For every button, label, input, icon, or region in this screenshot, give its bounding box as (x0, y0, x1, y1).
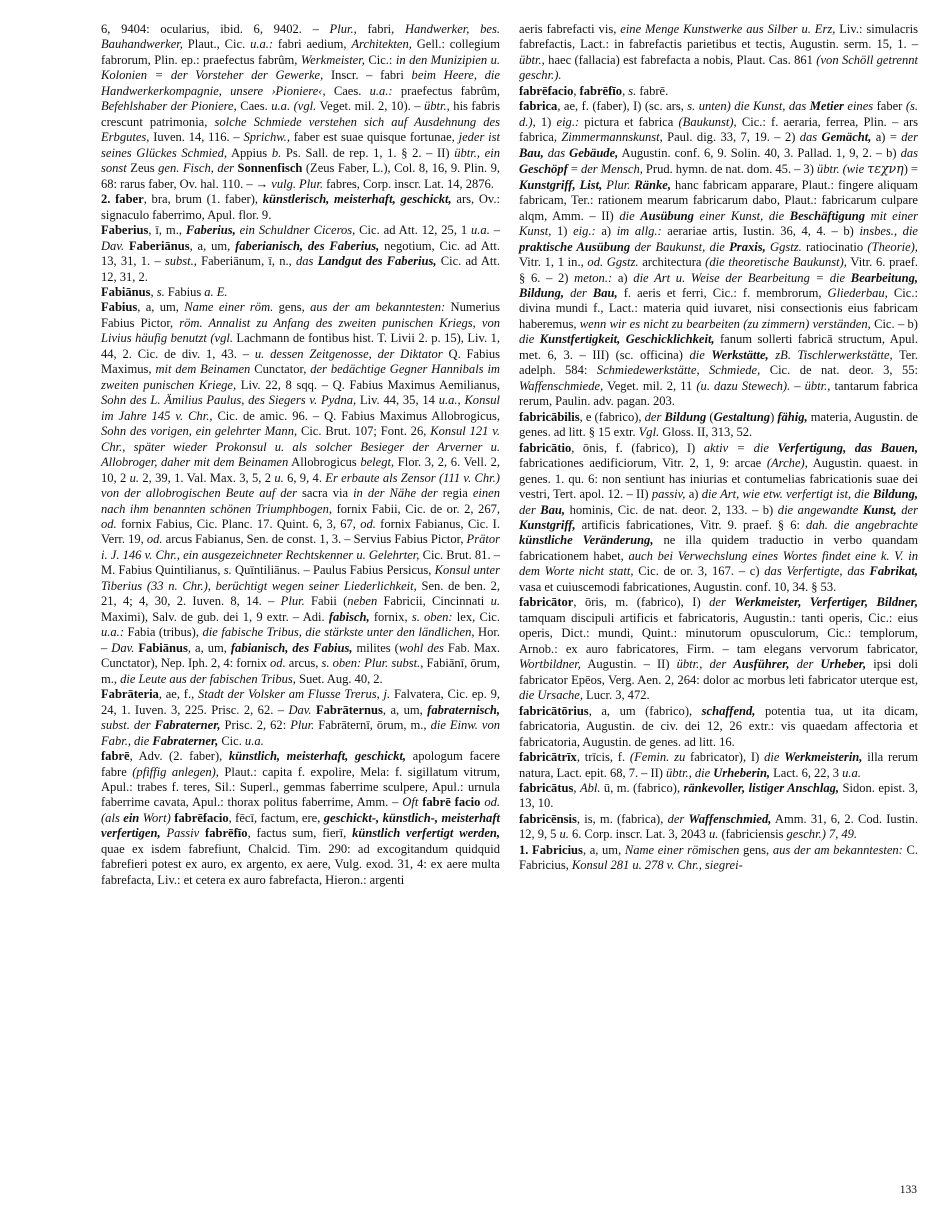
dictionary-entry: 2. faber, bra, brum (1. faber), künstlerisch, meisterhaft, geschickt, ars, Ov.: signaculo faberrimo, Apul. flor. 9. (101, 192, 501, 222)
dictionary-entry: Faberius, ī, m., Faberius, ein Schuldner Ciceros, Cic. ad Att. 12, 25, 1 u.a. – Dav. Faberiānus, a, um, faberianisch, des Faberius, negotium, Cic. ad Att. 13, 31, 1. – subst., Faberiānum, ī, n., das Landgut des Faberius, Cic. ad Att. 12, 31, 2. (101, 223, 501, 284)
dictionary-entry: fabrēfacio, fabrēfīo, s. fabrē. (519, 83, 669, 98)
page-number: 133 (899, 1184, 917, 1196)
dictionary-entry: Fabiānus, s. Fabius a. E. (101, 284, 228, 299)
dictionary-entry: Fabrāteria, ae, f., Stadt der Volsker am Flusse Trerus, j. Falvatera, Cic. ep. 9, 24, 1. Iuven. 3, 225. Prisc. 2, 62. – Dav. Fabrāternus, a, um, fabraternisch, subst. der Fabraterner, Prisc. 2, 62: Plur. Fabrāternī, ōrum, m., die Einw. von Fabr., die Fabraterner, Cic. u.a. (101, 687, 501, 748)
dictionary-entry: 6, 9404: ocularius, ibid. 6, 9402. – Plur., fabri, Handwerker, bes. Bauhandwerker, Plaut., Cic. u.a.: fabri aedium, Architekten, Gell.: collegium fabrorum, Plin. ep.: praefectus fabrûm, Werkmeister, Cic.: in den Munizipien u. Kolonien = der Vorsteher der Gewerke, Inscr. – fabri beim Heere, die Handwerkerkompagnie, unsere ›Pioniere‹, Caes. u.a.: praefectus fabrûm, Befehlshaber der Pioniere, Caes. u.a. (vgl. Veget. mil. 2, 10). – übtr., his fabris crescunt patrimonia, solche Schmiede verstehen sich auf Ausdehnung des Erbgutes, Iuven. 14, 116. – Sprichw., faber est suae quisque fortunae, jeder ist seines Glückes Schmied, Appius b. Ps. Sall. de rep. 1, 1. § 2. – II) übtr., ein sonst Zeus gen. Fisch, der Sonnenfisch (Zeus Faber, L.), Col. 8, 16, 9. Plin. 9, 68: rarus faber, Ov. hal. 110. – → vulg. Plur. fabres, Corp. inscr. Lat. 14, 2876. (101, 22, 501, 191)
dictionary-entry: fabricēnsis, is, m. (fabrica), der Waffenschmied, Amm. 31, 6, 2. Cod. Iustin. 12, 9, 5 u. 6. Corp. inscr. Lat. 3, 2043 u. (fabriciensis geschr.) 7, 49. (519, 811, 918, 842)
dictionary-entry: fabricātus, Abl. ū, m. (fabrico), ränkevoller, listiger Anschlag, Sidon. epist. 3, 13, 10. (519, 780, 918, 811)
dictionary-entry: fabricātrīx, trīcis, f. (Femin. zu fabricator), I) die Werkmeisterin, illa rerum natura, Lact. epit. 68, 7. – II) übtr., die Urheberin, Lact. 6, 22, 3 u.a. (519, 750, 919, 780)
dictionary-entry: fabrica, ae, f. (faber), I) (sc. ars, s. unten) die Kunst, das Metier eines faber (s. d.), 1) eig.: pictura et fabrica (Baukunst), Cic.: f. aeraria, ferrea, Plin. – ars fabrica, Zimmermannskunst, Paul. dig. 33, 7, 19. – 2) das Gemächt, a) = der Bau, das Gebäude, Augustin. conf. 6, 9. Solin. 40, 3. Pallad. 1, 9, 2. – b) das Geschöpf = der Mensch, Prud. hymn. de nat. dom. 45. – 3) übtr. (wie τεχνη) = Kunstgriff, List, Plur. Ränke, hanc fabricam apparare, Plaut.: fingere aliquam fabricam, Ter.: rationem mearum fabricarum dabo, Plaut.: fabricarum culpare alqm, Amm. – II) die Ausübung einer Kunst, die Beschäftigung mit einer Kunst, 1) eig.: a) im allg.: aerariae artis, Iustin. 36, 4, 4. – b) insbes., die praktische Ausübung der Baukunst, die Praxis, Ggstz. ratiocinatio (Theorie), Vitr. 1, 1 in., od. Ggstz. architectura (die theoretische Baukunst), Vitr. 6. praef. § 6. – 2) meton.: a) die Art u. Weise der Bearbeitung = die Bearbeitung, Bildung, der Bau, f. aeris et ferri, Cic.: f. membrorum, Gliederbau, Cic.: divina mundi f., Lact.: materia quid iuvaret, nisi consectionis eius fabricam haberemus, wenn wir es nicht zu bearbeiten (zu zimmern) verständen, Cic. – b) die Kunstfertigkeit, Geschicklichkeit, fanum sollerti fabricā structum, Apul. met. 6, 3. – III) (sc. officina) die Werkstätte, zB. Tischlerwerkstätte, Ter. adelph. 584: Schmiedewerkstätte, Schmiede, Cic. de nat. deor. 3, 55: Waffenschmiede, Veget. mil. 2, 11 (u. dazu Stewech). – übtr., tantarum fabrica rerum, Paulin. adv. pagan. 203. (519, 99, 919, 409)
page-columns (101, 22, 918, 1172)
dictionary-entry: aeris fabrefacti vis, eine Menge Kunstwerke aus Silber u. Erz, Liv.: simulacris fabrefactis, Lact.: in fabrefactis parietibus et tectis, Augustin. serm. 15, 1. – übtr., haec (fallacia) est fabrefacta a nobis, Plaut. Cas. 861 (von Schöll getrennt geschr.). (519, 22, 919, 83)
dictionary-entry: fabrē, Adv. (2. faber), künstlich, meisterhaft, geschickt, apologum facere fabre (pfiffig anlegen), Plaut.: capita f. expolire, Mela: f. sigillatum vitrum, Apul.: trabes f. teres, Sil.: Superl., gemmas faberrime sculpere, Apul.: urnula faberrime cavata, Apul.: thorax politus faberrime, Amm. – Oft fabrē facio od. (als ein Wort) fabrēfacio, fēcī, factum, ere, geschickt-, künstlich-, meisterhaft verfertigen, Passiv fabrēfīo, factus sum, fierī, künstlich verfertigt werden, quae ex isdem fabrefiunt, Chalcid. Tim. 290: ad excogitandum quidquid fabrefieri potest ex auro, ex argento, ex aere, Vulg. exod. 31, 4: ex aere multa fabrefacta, Liv.: et cetera ex auro fabrefacta, Hieron.: argenti (101, 749, 500, 887)
dictionary-entry: fabricātōrius, a, um (fabrico), schaffend, potentia tua, ut ita dicam, fabricatoria, Augustin. de civ. dei 12, 26 extr.: vis quaedam affectoria et fabricatoria, Augustin. de genes. ad litt. 16. (519, 703, 918, 749)
dictionary-entry: Fabius, a, um, Name einer röm. gens, aus der am bekanntesten: Numerius Fabius Pictor, röm. Annalist zu Anfang des zweiten punischen Kriegs, von Livius häufig benutzt (vgl. Lachmann de fontibus hist. T. Livii 2. p. 15), Liv. 1, 44, 2. Cic. de div. 1, 43. – u. dessen Zeitgenosse, der Diktator Q. Fabius Maximus, mit dem Beinamen Cunctator, der bedächtige Gegner Hannibals im zweiten punischen Kriege, Liv. 22, 8 sqq. – Q. Fabius Maximus Aemilianus, Sohn des L. Ämilius Paulus, des Siegers v. Pydna, Liv. 44, 35, 14 u.a., Konsul im Jahre 145 v. Chr., Cic. de amic. 96. – Q. Fabius Maximus Allobrogicus, Sohn des vorigen, ein gelehrter Mann, Cic. Brut. 107; Font. 26, Konsul 121 v. Chr., später wieder Prokonsul u. als solcher Besieger der Arverner u. Allobroger, daher mit dem Beinamen Allobrogicus belegt, Flor. 3, 2, 6. Vell. 2, 10, 2 u. 2, 39, 1. Val. Max. 3, 5, 2 u. 6, 9, 4. Er erbaute als Zensor (111 v. Chr.) von der allobrogischen Beute auf der sacra via in der Nähe der regia einen nach ihm benannten schönen Triumphbogen, fornix Fabii, Cic. de or. 2, 267, od. fornix Fabius, Cic. Planc. 17. Quint. 6, 3, 67, od. fornix Fabianus, Cic. I. Verr. 19, od. arcus Fabianus, Sen. de const. 1, 3. – Servius Fabius Pictor, Prätor i. J. 146 v. Chr., ein ausgezeichneter Rechtskenner u. Gelehrter, Cic. Brut. 81. – M. Fabius Quintilianus, s. Quīntiliānus. – Paulus Fabius Persicus, Konsul unter Tiberius (33 n. Chr.), berüchtigt wegen seiner Liederlichkeit, Sen. de ben. 2, 21, 4; 4, 30, 2. Iuven. 8, 14. – Plur. Fabii (neben Fabricii, Cincinnati u. Maximi), Salv. de gub. dei 1, 9 extr. – Adi. fabisch, fornix, s. oben: lex, Cic. u.a.: Fabia (tribus), die fabische Tribus, die stärkste unter den ländlichen, Hor. – Dav. Fabiānus, a, um, fabianisch, des Fabius, milites (wohl des Fab. Max. Cunctator), Nep. Iph. 2, 4: fornix od. arcus, s. oben: Plur. subst., Fabiānī, ōrum, m., die Leute aus der fabischen Tribus, Suet. Aug. 40, 2. (101, 300, 501, 686)
left-text-column (101, 22, 500, 1172)
right-text-column (519, 22, 918, 1172)
dictionary-entry: fabricābilis, e (fabrico), der Bildung (Gestaltung) fähig, materia, Augustin. de genes. ad litt. § 15 extr. Vgl. Gloss. II, 313, 52. (519, 409, 918, 440)
dictionary-entry: fabricātio, ōnis, f. (fabrico), I) aktiv = die Verfertigung, das Bauen, fabricationes aedificiorum, Vitr. 2, 1, 9: arcae (Arche), Augustin. quaest. in genes. 1. qu. 6: non sentiunt has iniurias et contumelias fabricationis suae dei vestri, Tert. apol. 12. – II) passiv, a) die Art, wie etw. verfertigt ist, die Bildung, der Bau, hominis, Cic. de nat. deor. 2, 133. – b) die angewandte Kunst, der Kunstgriff, artificis fabricationes, Vitr. 9. praef. § 6: dah. die angebrachte künstliche Veränderung, ne illa quidem traductio in verbo quandam fabricationem habet, auch bei Verwechslung eines Wortes findet eine k. V. in dem Worte nicht statt, Cic. de or. 3, 167. – c) das Verfertigte, das Fabrikat, vasa et cuiuscemodi fabricationes, Augustin. conf. 10, 34. § 53. (519, 440, 919, 594)
dictionary-entry: 1. Fabricius, a, um, Name einer römischen gens, aus der am bekanntesten: C. Fabricius, Konsul 281 u. 278 v. Chr., siegrei- (519, 842, 918, 873)
dictionary-entry: fabricātor, ōris, m. (fabrico), I) der Werkmeister, Verfertiger, Bildner, tamquam discipuli artificis et fabricatoris, Augustin.: tanti operis, Cic.: eius operis, Dict.: mundi, Quint.: minutorum opusculorum, Cic.: templorum, Arnob.: ex auro fabricatores, Firm. – tam elegans vervorum fabricator, Wortbildner, Augustin. – II) übtr., der Ausführer, der Urheber, ipsi doli fabricator Epēos, Verg. Aen. 2, 264: dolor ac morbus leti fabricator uterque est, die Ursache, Lucr. 3, 472. (519, 595, 918, 703)
